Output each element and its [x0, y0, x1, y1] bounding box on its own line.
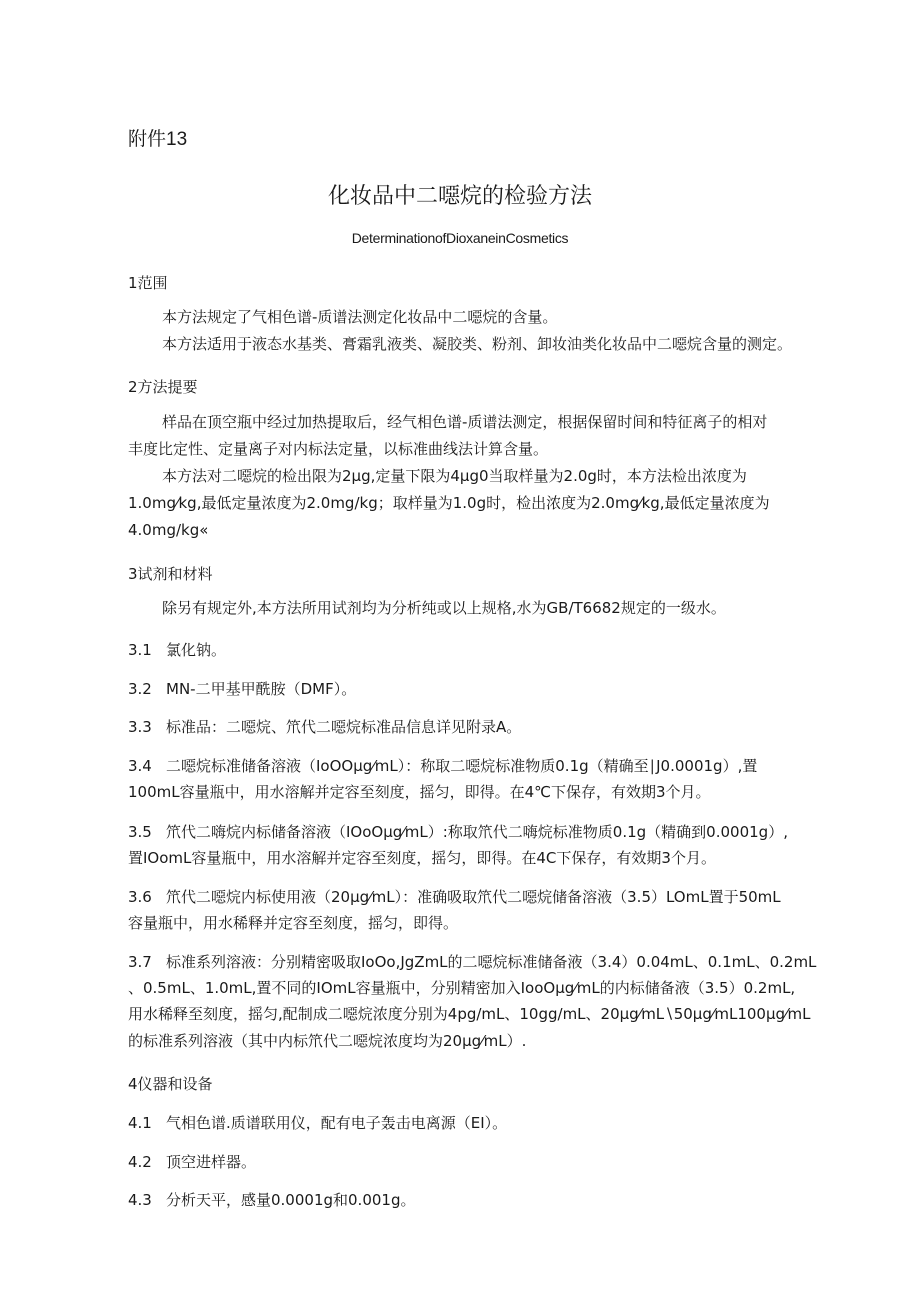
item-3-1	[128, 640, 226, 660]
item-3-5-line-1	[128, 822, 788, 842]
section-1-heading: 1范围	[128, 274, 168, 292]
item-text: 顶空进样器。	[166, 1153, 257, 1171]
item-text: 笊代二嗨烷内标储备溶液（IOoOμg⁄mL）:称取笊代二嗨烷标准物质0.1g（精确到0.0001g）,	[166, 823, 788, 841]
item-number: 3.1	[128, 641, 152, 659]
section-2-heading: 2方法提要	[128, 378, 198, 396]
section-2-paragraph-2-line-1: 本方法对二噁烷的检出限为2μg,定量下限为4μg0当取样量为2.0g时，本方法检出浓度为	[162, 467, 747, 485]
item-3-7-line-1	[128, 952, 816, 972]
item-3-6-line-1	[128, 887, 781, 907]
document-subtitle: DeterminationofDioxaneinCosmetics	[351, 230, 569, 246]
item-text: MN-二甲基甲酰胺（DMF）。	[166, 680, 357, 698]
item-text: 分析天平，感量0.0001g和0.001g。	[166, 1191, 416, 1209]
item-4-3	[128, 1190, 415, 1210]
item-text: 氯化钠。	[166, 641, 227, 659]
section-1-paragraph-2: 本方法适用于液态水基类、膏霜乳液类、凝胶类、粉剂、卸妆油类化妆品中二噁烷含量的测定。	[162, 335, 793, 353]
item-3-7-line-2: 、0.5mL、1.0mL,置不同的IOmL容量瓶中，分别精密加入IooOμg⁄mL的内标储备液（3.5）0.2mL,	[128, 979, 796, 997]
item-number: 3.6	[128, 888, 152, 906]
item-3-4-line-2: 100mL容量瓶中，用水溶解并定容至刻度，摇匀，即得。在4℃下保存，有效期3个月。	[128, 783, 711, 801]
document-title: 化妆品中二噁烷的检验方法	[327, 184, 592, 209]
item-3-6-line-2: 容量瓶中，用水稀释并定容至刻度，摇匀，即得。	[128, 914, 459, 932]
item-number: 3.3	[128, 718, 152, 736]
item-text: 笊代二噁烷内标使用液（20μg⁄mL）：准确吸取笊代二噁烷储备溶液（3.5）LOmL置于50mL	[166, 888, 781, 906]
section-2-paragraph-1-line-2: 丰度比定性、定量离子对内标法定量，以标准曲线法计算含量。	[128, 440, 549, 458]
item-number: 3.4	[128, 757, 152, 775]
item-number: 3.7	[128, 953, 152, 971]
item-text: 二噁烷标准储备溶液（IoOOμg⁄mL）：称取二噁烷标准物质0.1g（精确至∣J0.0001g）,置	[166, 757, 758, 775]
section-2-paragraph-2-line-2: 1.0mg⁄kg,最低定量浓度为2.0mg/kg；取样量为1.0g时，检出浓度为2.0mg⁄kg,最低定量浓度为	[128, 494, 770, 512]
item-3-7-line-3: 用水稀释至刻度，摇匀,配制成二噁烷浓度分别为4pg/mL、10gg/mL、20μg⁄mL∖50μg⁄mL100μg⁄mL	[128, 1005, 811, 1023]
item-number: 4.2	[128, 1153, 152, 1171]
item-3-2	[128, 679, 356, 699]
section-2-paragraph-1-line-1: 样品在顶空瓶中经过加热提取后，经气相色谱-质谱法测定，根据保留时间和特征离子的相对	[162, 413, 768, 431]
item-4-2	[128, 1152, 256, 1172]
item-number: 4.1	[128, 1114, 152, 1132]
item-text: 标准系列溶液：分别精密吸取IoOo,JgZmL的二噁烷标准储备液（3.4）0.04mL、0.1mL、0.2mL	[166, 953, 817, 971]
item-3-5-line-2: 置IOomL容量瓶中，用水溶解并定容至刻度，摇匀，即得。在4C下保存，有效期3个月。	[128, 849, 716, 867]
section-3-intro: 除另有规定外,本方法所用试剂均为分析纯或以上规格,水为GB/T6682规定的一级水。	[162, 599, 726, 617]
section-1-paragraph-1: 本方法规定了气相色谱-质谱法测定化妆品中二噁烷的含量。	[162, 308, 558, 326]
item-number: 4.3	[128, 1191, 152, 1209]
item-3-3	[128, 717, 521, 737]
item-number: 3.5	[128, 823, 152, 841]
item-text: 标准品：二噁烷、笊代二噁烷标准品信息详见附录A。	[166, 718, 522, 736]
item-text: 气相色谱.质谱联用仪，配有电子轰击电离源（EI）。	[166, 1114, 508, 1132]
item-4-1	[128, 1113, 507, 1133]
item-3-7-line-4: 的标准系列溶液（其中内标笊代二噁烷浓度均为20μg⁄mL）.	[128, 1032, 527, 1050]
section-3-heading: 3试剂和材料	[128, 565, 213, 583]
section-4-heading: 4仪器和设备	[128, 1075, 213, 1093]
attachment-label: 附件13	[128, 129, 188, 150]
section-2-paragraph-2-line-3: 4.0mg/kg«	[128, 521, 209, 539]
item-number: 3.2	[128, 680, 152, 698]
item-3-4-line-1	[128, 756, 757, 776]
